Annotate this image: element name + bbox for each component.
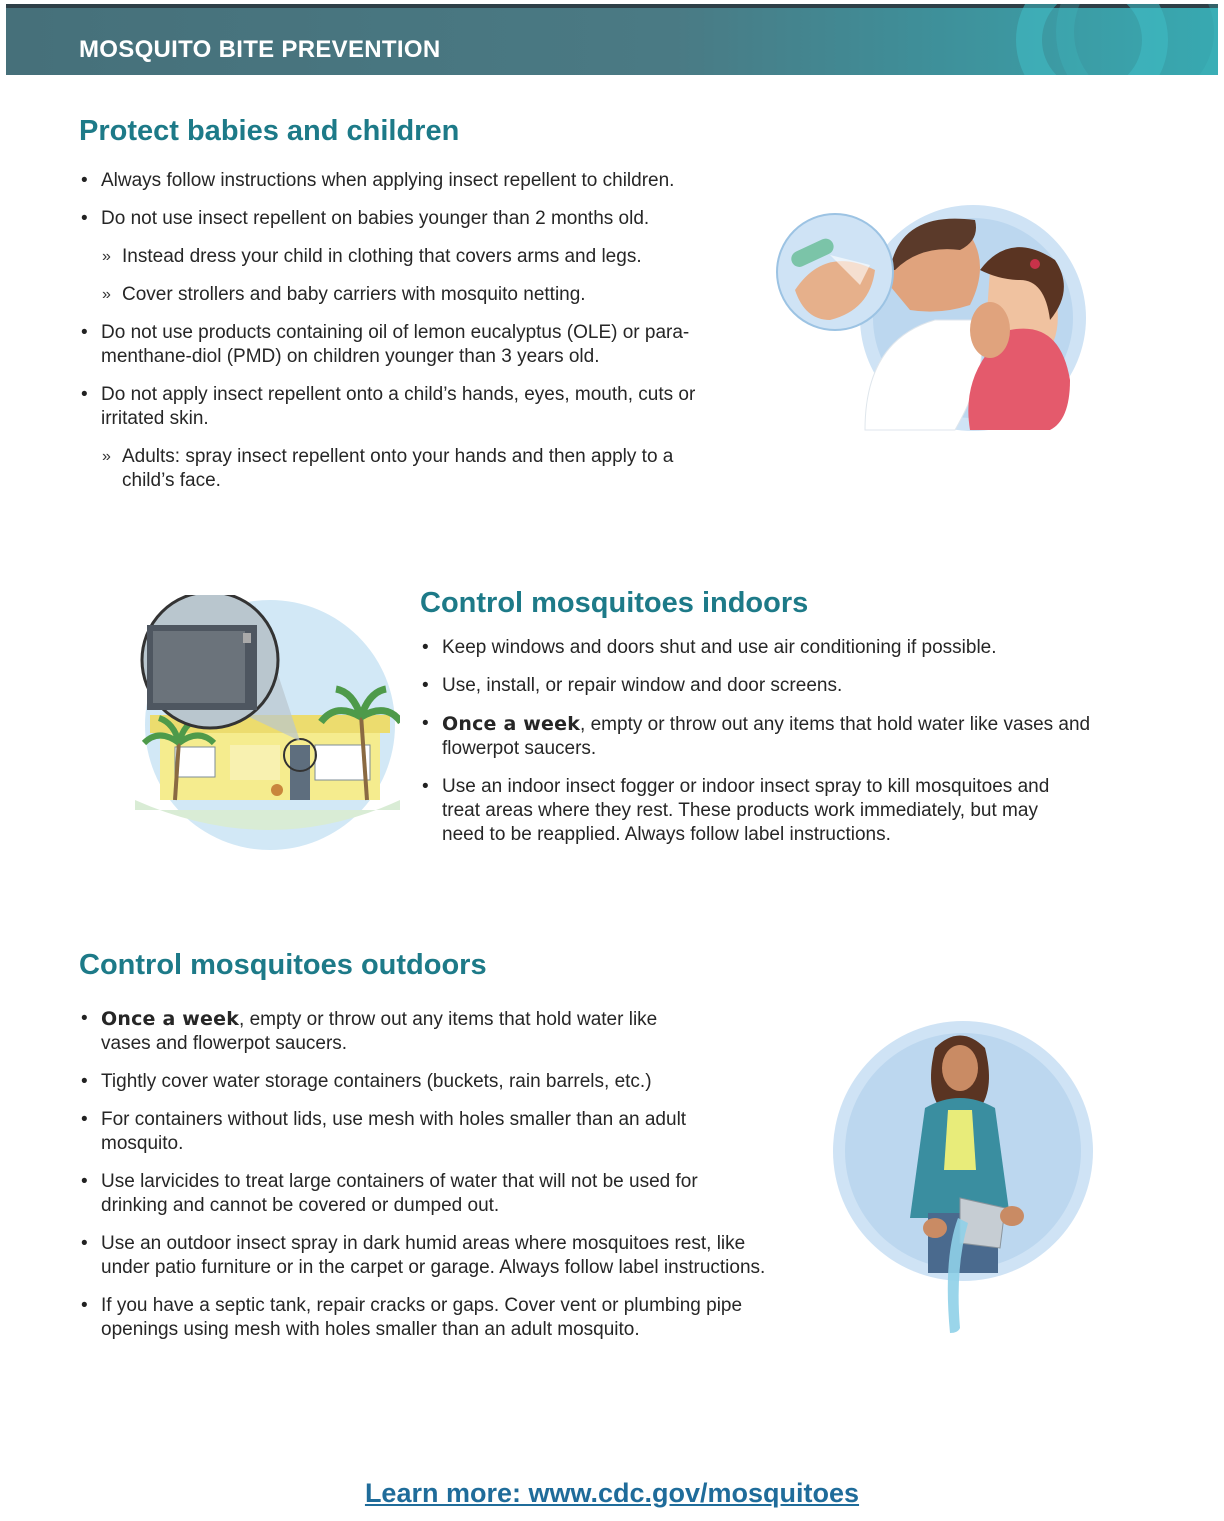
- house-screen-illustration: [135, 595, 400, 855]
- list-item: • Use an outdoor insect spray in dark humid areas where mosquitoes rest, like under patio furniture or in the carpet or garage. Always follow label instructions.: [79, 1232, 771, 1280]
- babies-list: [79, 169, 759, 493]
- header-banner: [6, 4, 1218, 75]
- item-text: , empty or throw out any items that hold water like vases and flowerpot saucers.: [101, 1009, 658, 1054]
- list-item: • For containers without lids, use mesh with holes smaller than an adult mosquito.: [79, 1108, 701, 1156]
- list-item: [79, 1007, 701, 1056]
- woman-bucket-illustration: [830, 1018, 1100, 1338]
- outdoors-list: [79, 1007, 799, 1342]
- list-item: • Tightly cover water storage containers (buckets, rain barrels, etc.): [79, 1070, 799, 1094]
- parent-child-illustration: [775, 200, 1095, 440]
- list-subitem: » Instead dress your child in clothing that covers arms and legs.: [79, 245, 759, 269]
- indoors-list: [420, 636, 1140, 847]
- section-heading-indoors: Control mosquitoes indoors: [420, 587, 809, 619]
- list-item: [420, 712, 1140, 761]
- item-text: , empty or throw out any items that hold water like vases and flowerpot saucers.: [442, 714, 1091, 759]
- section-heading-outdoors: Control mosquitoes outdoors: [79, 949, 487, 981]
- list-subitem: » Adults: spray insect repellent onto your hands and then apply to a child’s face.: [79, 445, 722, 493]
- list-item: • Keep windows and doors shut and use air conditioning if possible.: [420, 636, 1140, 660]
- learn-more-link[interactable]: Learn more: www.cdc.gov/mosquitoes: [364, 1478, 860, 1508]
- list-item: • Always follow instructions when applying insect repellent to children.: [79, 169, 759, 193]
- list-item: • Do not apply insect repellent onto a child’s hands, eyes, mouth, cuts or irritated skin.: [79, 383, 741, 431]
- list-item: • Do not use products containing oil of lemon eucalyptus (OLE) or para-menthane-diol (PMD) on children younger than 3 years old.: [79, 321, 701, 369]
- emphasis-text: Once a week: [101, 1008, 240, 1030]
- emphasis-text: Once a week: [442, 713, 581, 735]
- list-item: • Use, install, or repair window and door screens.: [420, 674, 1140, 698]
- list-item: • Use larvicides to treat large containers of water that will not be used for drinking and cannot be covered or dumped out.: [79, 1170, 761, 1218]
- section-heading-babies: Protect babies and children: [79, 115, 460, 147]
- list-subitem: » Cover strollers and baby carriers with mosquito netting.: [79, 283, 759, 307]
- list-item: • Do not use insect repellent on babies younger than 2 months old.: [79, 207, 759, 231]
- list-item: • If you have a septic tank, repair cracks or gaps. Cover vent or plumbing pipe openings using mesh with holes smaller than an adult mosquito.: [79, 1294, 801, 1342]
- list-item: • Use an indoor insect fogger or indoor insect spray to kill mosquitoes and treat areas where they rest. These products work immediately, but may need to be reapplied. Always follow label instructions.: [420, 775, 1082, 847]
- banner-title: MOSQUITO BITE PREVENTION: [79, 36, 441, 63]
